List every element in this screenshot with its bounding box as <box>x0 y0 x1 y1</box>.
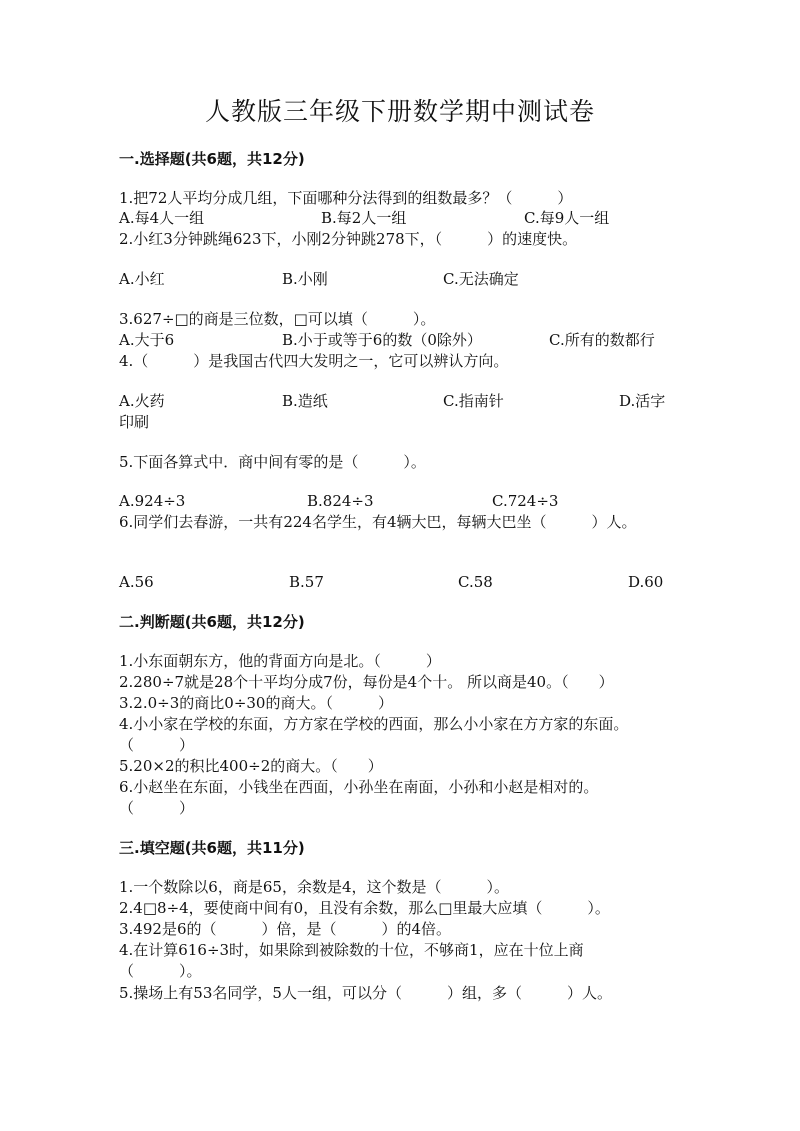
fill-question: （ ）。 <box>119 962 202 980</box>
page-title: 人教版三年级下册数学期中测试卷 <box>204 97 595 126</box>
section-heading-judgement: 二.判断题(共6题，共12分) <box>119 613 305 631</box>
statement-text: 1.小东面朝东方，他的背面方向是北。（ ） <box>119 652 441 670</box>
option-a: A.火药 <box>119 392 165 410</box>
option-b: B.每2人一组 <box>321 209 407 227</box>
option-b: B.小于或等于6的数（0除外） <box>282 331 482 349</box>
option-a: A.924÷3 <box>119 492 186 510</box>
statement-text: 5.20×2的积比400÷2的商大。（ ） <box>119 757 383 775</box>
question-text: 6.同学们去春游，一共有224名学生，有4辆大巴，每辆大巴坐（ ）人。 <box>119 513 637 531</box>
option-b: B.小刚 <box>282 270 328 288</box>
option-c: C.指南针 <box>443 392 504 410</box>
fill-question: 1.一个数除以6，商是65，余数是4，这个数是（ ）。 <box>119 878 509 896</box>
option-c: C.所有的数都行 <box>549 331 655 349</box>
option-c: C.每9人一组 <box>524 209 610 227</box>
statement-text: （ ） <box>119 799 195 817</box>
option-a: A.大于6 <box>119 331 175 349</box>
statement-text: 6.小赵坐在东面，小钱坐在西面，小孙坐在南面，小孙和小赵是相对的。 <box>119 778 599 796</box>
fill-question: 5.操场上有53名同学，5人一组，可以分（ ）组，多（ ）人。 <box>119 984 612 1002</box>
statement-text: （ ） <box>119 736 195 754</box>
option-c: C.无法确定 <box>443 270 519 288</box>
section-heading-fill: 三.填空题(共6题，共11分) <box>119 839 305 857</box>
option-d: D.60 <box>628 573 664 591</box>
option-a: A.56 <box>119 573 154 591</box>
statement-text: 4.小小家在学校的东面，方方家在学校的西面，那么小小家在方方家的东面。 <box>119 715 629 733</box>
option-d: D.活字 <box>619 392 666 410</box>
question-text: 4.（ ）是我国古代四大发明之一，它可以辨认方向。 <box>119 352 509 370</box>
option-b: B.57 <box>289 573 324 591</box>
option-wrap-text: 印刷 <box>119 413 150 431</box>
fill-question: 3.492是6的（ ）倍，是（ ）的4倍。 <box>119 920 452 938</box>
option-a: A.小红 <box>119 270 165 288</box>
statement-text: 2.280÷7就是28个十平均分成7份，每份是4个十。 所以商是40。（ ） <box>119 673 614 691</box>
question-text: 2.小红3分钟跳绳623下，小刚2分钟跳278下，（ ）的速度快。 <box>119 230 578 248</box>
fill-question: 4.在计算616÷3时，如果除到被除数的十位，不够商1，应在十位上商 <box>119 941 584 959</box>
question-text: 3.627÷□的商是三位数，□可以填（ ）。 <box>119 310 436 328</box>
option-c: C.58 <box>458 573 493 591</box>
question-text: 5.下面各算式中．商中间有零的是（ ）。 <box>119 453 426 471</box>
fill-question: 2.4□8÷4，要使商中间有0，且没有余数，那么□里最大应填（ ）。 <box>119 899 610 917</box>
option-b: B.造纸 <box>282 392 328 410</box>
statement-text: 3.2.0÷3的商比0÷30的商大。（ ） <box>119 694 393 712</box>
option-b: B.824÷3 <box>307 492 374 510</box>
section-heading-choice: 一.选择题(共6题，共12分) <box>119 150 305 168</box>
option-c: C.724÷3 <box>492 492 559 510</box>
option-a: A.每4人一组 <box>119 209 205 227</box>
question-text: 1.把72人平均分成几组，下面哪种分法得到的组数最多？（ ） <box>119 189 573 207</box>
